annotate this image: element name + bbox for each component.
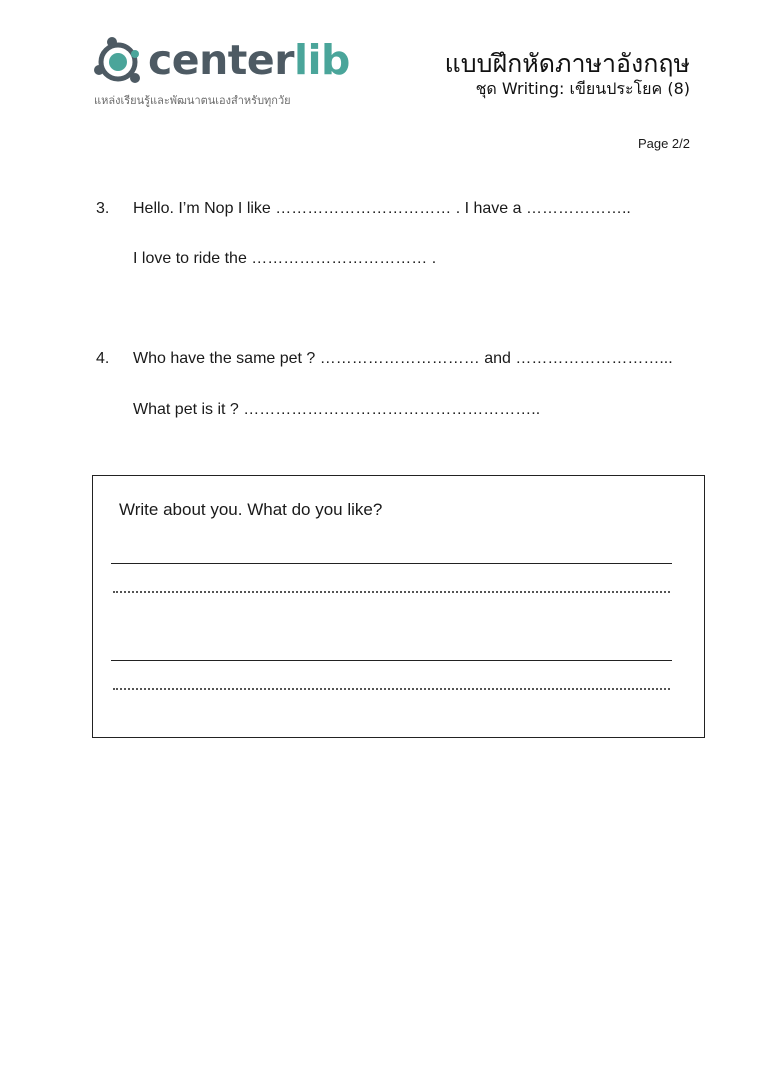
- brand-center: center: [148, 36, 294, 84]
- question-3-line-1: [96, 198, 631, 220]
- writing-box: [92, 475, 705, 738]
- question-4-line-1: [96, 348, 673, 370]
- question-3-number: 3.: [96, 200, 110, 217]
- molecule-logo-icon: [92, 34, 148, 90]
- brand-wordmark: [148, 36, 350, 84]
- question-3-text: Hello. I’m Nop I like …………………………… . I have a ………………..: [133, 200, 631, 217]
- question-4-number: 4.: [96, 350, 110, 367]
- page-number: Page 2/2: [637, 136, 690, 151]
- writing-line-2[interactable]: [111, 660, 672, 661]
- dotted-line-2: [113, 688, 670, 690]
- writing-line-1[interactable]: [111, 563, 672, 564]
- dotted-line-1: [113, 591, 670, 593]
- question-3-line-2: I love to ride the …………………………… .: [133, 250, 437, 267]
- page-subtitle: ชุด Writing: เขียนประโยค (8): [475, 79, 690, 98]
- centerlib-logo: [92, 34, 350, 114]
- question-4-text: Who have the same pet ? ………………………… and ………………………...: [133, 350, 673, 367]
- brand-lib: lib: [293, 36, 350, 84]
- question-4-line-2: What pet is it ? ………………………………………………..: [133, 401, 541, 418]
- page-title: แบบฝึกหัดภาษาอังกฤษ: [444, 49, 690, 78]
- tagline: แหล่งเรียนรู้และพัฒนาตนเองสำหรับทุกวัย: [94, 94, 291, 107]
- writing-prompt: Write about you. What do you like?: [119, 500, 383, 519]
- title-block: [445, 50, 690, 100]
